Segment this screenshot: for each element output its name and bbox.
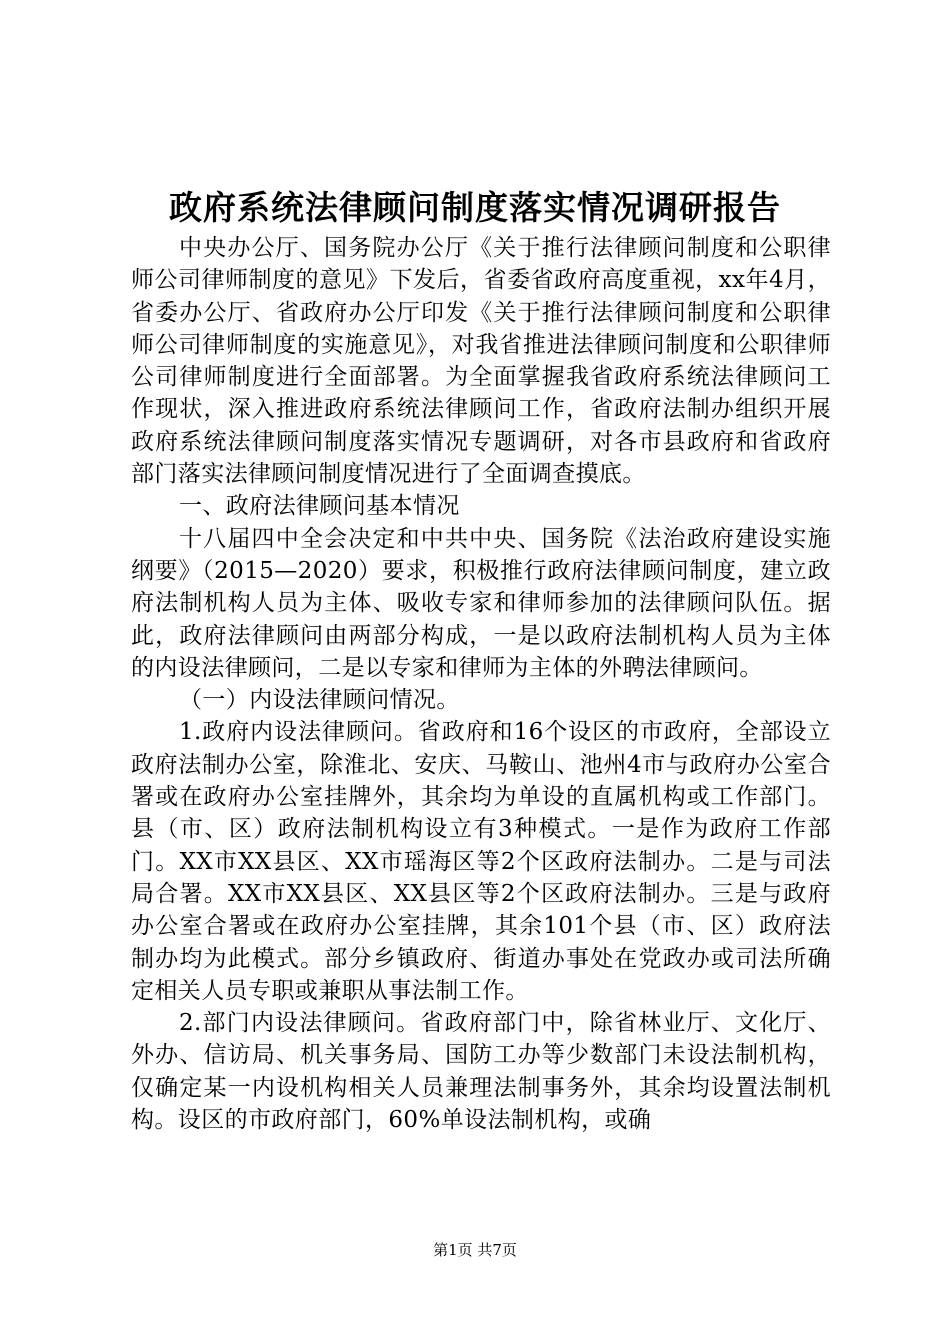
subsection-heading-1: （一）内设法律顾问情况。 [179,687,460,714]
paragraph-intro: 中央办公厅、国务院办公厅《关于推行法律顾问制度和公职律师公司律师制度的意见》下发后，省委省政府高度重视，xx年4月，省委办公厅、省政府办公厅印发《关于推行法律顾问制度和公职律师公司律师制度的实施意见》，对我省推进法律顾问制度和公职律师公司律师制度进行全面部署。为全面掌握我省政府系统法律顾问工作现状，深入推进政府系统法律顾问工作，省政府法制办组织开展政府系统法律顾问制度落实情况专题调研，对各市县政府和省政府部门落实法律顾问制度情况进行了全面调查摸底。 [131,235,831,488]
paragraph-section-1: 十八届四中全会决定和中共中央、国务院《法治政府建设实施纲要》（2015—2020）要求，积极推行政府法律顾问制度，建立政府法制机构人员为主体、吸收专家和律师参加的法律顾问队伍。据此，政府法律顾问由两部分构成，一是以政府法制机构人员为主体的内设法律顾问，二是以专家和律师为主体的外聘法律顾问。 [131,525,831,681]
document-body [131,232,831,1136]
paragraph-item-1: 1.政府内设法律顾问。省政府和16个设区的市政府，全部设立政府法制办公室，除淮北、安庆、马鞍山、池州4市与政府办公室合署或在政府办公室挂牌外，其余均为单设的直属机构或工作部门。县（市、区）政府法制机构设立有3种模式。一是作为政府工作部门。XX市XX县区、XX市瑶海区等2个区政府法制办。二是与司法局合署。XX市XX县区、XX县区等2个区政府法制办。三是与政府办公室合署或在政府办公室挂牌，其余101个县（市、区）政府法制办均为此模式。部分乡镇政府、街道办事处在党政办或司法所确定相关人员专职或兼职从事法制工作。 [131,719,831,1004]
section-heading-1: 一、政府法律顾问基本情况 [179,493,460,520]
page-footer: 第1页 共7页 [433,1241,517,1259]
paragraph-item-2: 2.部门内设法律顾问。省政府部门中，除省林业厅、文化厅、外办、信访局、机关事务局、国防工办等少数部门未设法制机构，仅确定某一内设机构相关人员兼理法制事务外，其余均设置法制机构。设区的市政府部门，60%单设法制机构，或确 [131,1010,831,1134]
document-title: 政府系统法律顾问制度落实情况调研报告 [169,188,781,227]
